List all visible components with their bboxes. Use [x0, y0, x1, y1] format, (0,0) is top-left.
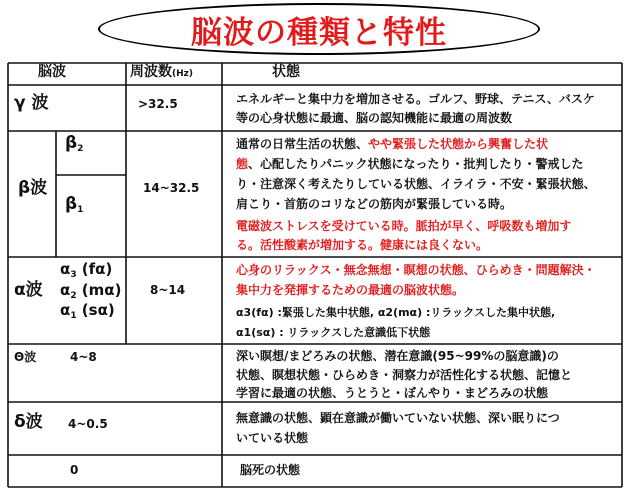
alpha-state-line-3: α3(fα) :緊張した集中状態, α2(mα) :リラックスした集中状態, — [236, 306, 556, 319]
zero-state: 脳死の状態 — [240, 463, 301, 477]
theta-state-line-2: 状態、瞑想状態・ひらめき・洞察力が活性化する状態、記憶と — [236, 368, 573, 382]
beta-state-line-5: 電磁波ストレスを受けている時。脈拍が早く、呼吸数も増加す — [236, 219, 572, 233]
gamma-name: γ 波 — [14, 93, 49, 113]
beta-state-line-1: 通常の日常生活の状態、やや緊張した状態から興奮した状 — [236, 137, 549, 151]
beta-frequency: 14~32.5 — [143, 181, 200, 195]
theta-state-line-3: 学習に最適の状態、うとうと・ぼんやり・まどろみの状態 — [236, 386, 549, 400]
beta-state-line-4: 肩こり・首筋のコリなどの筋肉が緊張している時。 — [236, 197, 513, 211]
theta-frequency: 4~8 — [70, 350, 97, 364]
beta-state-line-3: り・注意深く考えたりしている状態、イライラ・不安・緊張状態、 — [236, 177, 596, 191]
delta-frequency: 4~0.5 — [68, 417, 108, 431]
theta-name: Θ波 — [14, 350, 37, 364]
header-frequency: 周波数(Hz) — [130, 64, 193, 80]
beta2-label: $\beta_2$ — [65, 133, 84, 154]
beta-name: β波 — [18, 178, 48, 198]
header-state: 状態 — [272, 64, 300, 80]
zero-frequency: 0 — [70, 463, 79, 477]
beta1-label: $\beta_1$ — [65, 194, 84, 215]
page-title: 脳波の種類と特性 — [191, 14, 447, 51]
gamma-state-line-1: エネルギーと集中力を増加させる。ゴルフ、野球、テニス、バスケ — [236, 92, 595, 106]
header-wave: 脳波 — [38, 64, 66, 80]
gamma-state-line-2: 等の心身状態に最適、脳の認知機能に最適の周波数 — [236, 111, 513, 125]
alpha-name: α波 — [14, 280, 43, 300]
alpha3-label: $\alpha_3$ (fα) — [60, 260, 113, 280]
alpha-state-line-4: α1(sα) : リラックスした意識低下状態 — [236, 326, 431, 339]
gamma-frequency: >32.5 — [138, 97, 178, 111]
alpha1-label: $\alpha_1$ (sα) — [60, 301, 115, 321]
alpha2-label: $\alpha_2$ (mα) — [60, 281, 122, 301]
theta-state-line-1: 深い瞑想/まどろみの状態、潜在意識(95~99%の脳意識)の — [236, 349, 559, 363]
alpha-frequency: 8~14 — [150, 283, 186, 297]
alpha-state-line-1: 心身のリラックス・無念無想・瞑想の状態、ひらめき・問題解決・ — [236, 263, 596, 277]
delta-state-line-1: 無意識の状態、顕在意識が働いていない状態、深い眠りにつ — [236, 411, 560, 425]
delta-state-line-2: いている状態 — [236, 431, 309, 445]
alpha-state-line-2: 集中力を発揮するための最適の脳波状態。 — [236, 283, 465, 297]
beta-state-line-2: 態、心配したりパニック状態になったり・批判したり・警戒した — [236, 157, 584, 171]
delta-name: δ波 — [14, 412, 43, 432]
beta-state-line-6: る。活性酸素が増加する。健康には良くない。 — [236, 238, 489, 252]
